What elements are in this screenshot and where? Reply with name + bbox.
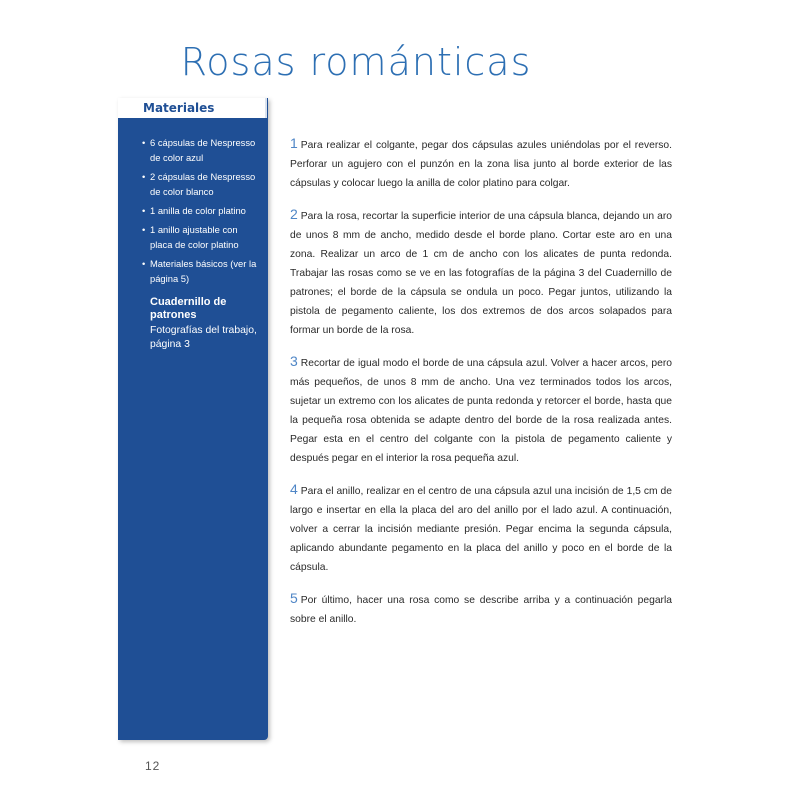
step-number: 4 — [290, 481, 298, 497]
pattern-booklet-text: Fotografías del trabajo, página 3 — [150, 325, 257, 350]
material-item: • 1 anillo ajustable con placa de color platino — [142, 222, 262, 252]
materials-header: Materiales — [118, 98, 267, 118]
step-text: Para realizar el colgante, pegar dos cápsulas azules uniéndolas por el reverso. Perforar un agujero con el punzón en la zona lisa junto al borde exterior de las cápsulas y colocar luego la anilla de color platino para colgar. — [290, 140, 672, 189]
material-item: • 2 cápsulas de Nespresso de color blanco — [142, 169, 262, 199]
step-paragraph — [290, 352, 672, 468]
step-text: Por último, hacer una rosa como se describe arriba y a continuación pegarla sobre el anillo. — [290, 595, 672, 625]
step-paragraph — [290, 480, 672, 577]
step-paragraph — [290, 134, 672, 193]
materials-sidebar — [118, 98, 268, 740]
step-number: 3 — [290, 353, 298, 369]
step-text: Recortar de igual modo el borde de una cápsula azul. Volver a hacer arcos, pero más pequeños, de unos 8 mm de ancho. Una vez terminados todos los arcos, sujetar un extremo con los alicates de punta redonda y retorcer el borde, hasta que la pequeña rosa obtenida se adapte dentro del borde de la rosa realizada antes. Pegar esta en el centro del colgante con la pistola de pegamento caliente y después pegar en el interior la rosa pequeña azul. — [290, 358, 672, 464]
step-text: Para la rosa, recortar la superficie interior de una cápsula blanca, dejando un aro de unos 8 mm de ancho, medido desde el borde plano. Cortar este aro en una zona. Realizar un arco de 1 cm de ancho con los alicates de punta redonda. Trabajar las rosas como se ve en las fotografías de la página 3 del Cuadernillo de patrones; el borde de la cápsula se ondula un poco. Pegar juntos, utilizando la pistola de pegamento caliente, los dos extremos de dos arcos solapados para formar un borde de la rosa. — [290, 211, 672, 336]
material-item: • 6 cápsulas de Nespresso de color azul — [142, 135, 262, 165]
step-number: 2 — [290, 206, 298, 222]
instructions — [290, 134, 672, 641]
page-number: 12 — [145, 759, 161, 773]
pattern-booklet-title: Cuadernillo de patrones — [150, 296, 227, 321]
page-title: Rosas románticas — [180, 40, 532, 84]
step-paragraph — [290, 589, 672, 629]
step-paragraph — [290, 205, 672, 340]
material-item: • Materiales básicos (ver la página 5) — [142, 256, 262, 286]
material-item: • 1 anilla de color platino — [142, 203, 262, 218]
step-number: 1 — [290, 135, 298, 151]
pattern-booklet-note — [150, 296, 266, 352]
step-text: Para el anillo, realizar en el centro de una cápsula azul una incisión de 1,5 cm de largo e insertar en ella la placa del aro del anillo por el lado azul. A continuación, volver a cerrar la incisión mediante presión. Pegar encima la segunda cápsula, aplicando abundante pegamento en la placa del anillo y poco en el borde de la cápsula. — [290, 486, 672, 573]
materials-list — [142, 135, 262, 290]
step-number: 5 — [290, 590, 298, 606]
